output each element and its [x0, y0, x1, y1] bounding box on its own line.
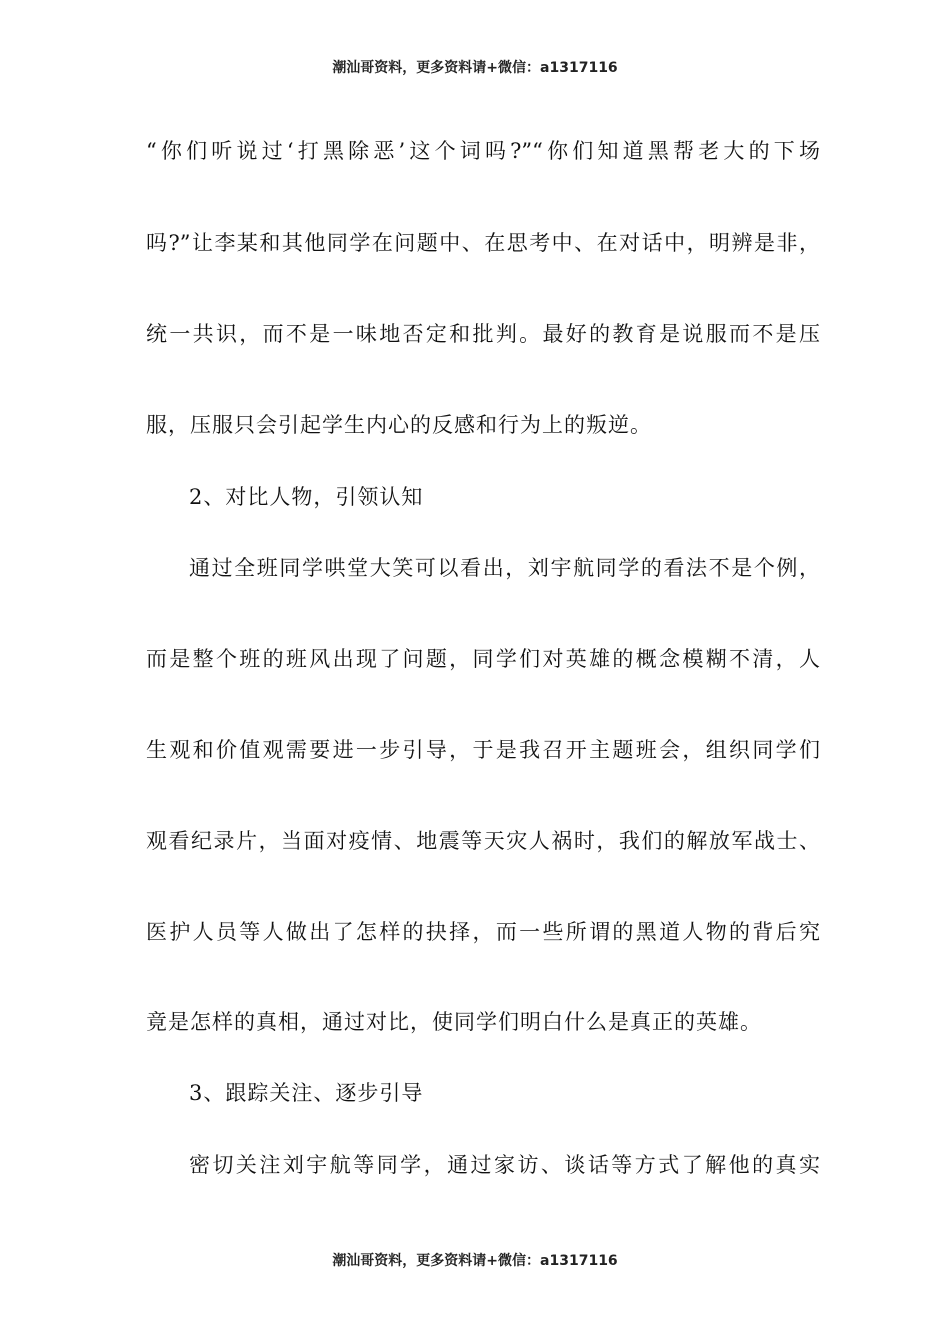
body-line: 医护人员等人做出了怎样的抉择，而一些所谓的黑道人物的背后究	[146, 920, 820, 944]
body-line: 密切关注刘宇航等同学，通过家访、谈话等方式了解他的真实	[189, 1153, 820, 1177]
body-line: 通过全班同学哄堂大笑可以看出，刘宇航同学的看法不是个例，	[189, 556, 820, 580]
page-header: 潮汕哥资料，更多资料请+微信：a1317116	[332, 60, 618, 76]
section-heading: 2、对比人物，引领认知	[189, 485, 424, 509]
body-line: “你们听说过‘打黑除恶’这个词吗?”“你们知道黑帮老大的下场	[146, 139, 820, 163]
body-line: 吗?”让李某和其他同学在问题中、在思考中、在对话中，明辨是非，	[146, 231, 820, 255]
body-line: 竟是怎样的真相，通过对比，使同学们明白什么是真正的英雄。	[146, 1010, 762, 1034]
body-line: 统一共识，而不是一味地否定和批判。最好的教育是说服而不是压	[146, 322, 820, 346]
section-heading: 3、跟踪关注、逐步引导	[189, 1081, 424, 1105]
body-line: 服，压服只会引起学生内心的反感和行为上的叛逆。	[146, 413, 652, 437]
page-footer: 潮汕哥资料，更多资料请+微信：a1317116	[332, 1253, 618, 1269]
body-line: 观看纪录片，当面对疫情、地震等天灾人祸时，我们的解放军战士、	[146, 829, 820, 853]
body-line: 生观和价值观需要进一步引导，于是我召开主题班会，组织同学们	[146, 738, 820, 762]
body-line: 而是整个班的班风出现了问题，同学们对英雄的概念模糊不清，人	[146, 647, 820, 671]
